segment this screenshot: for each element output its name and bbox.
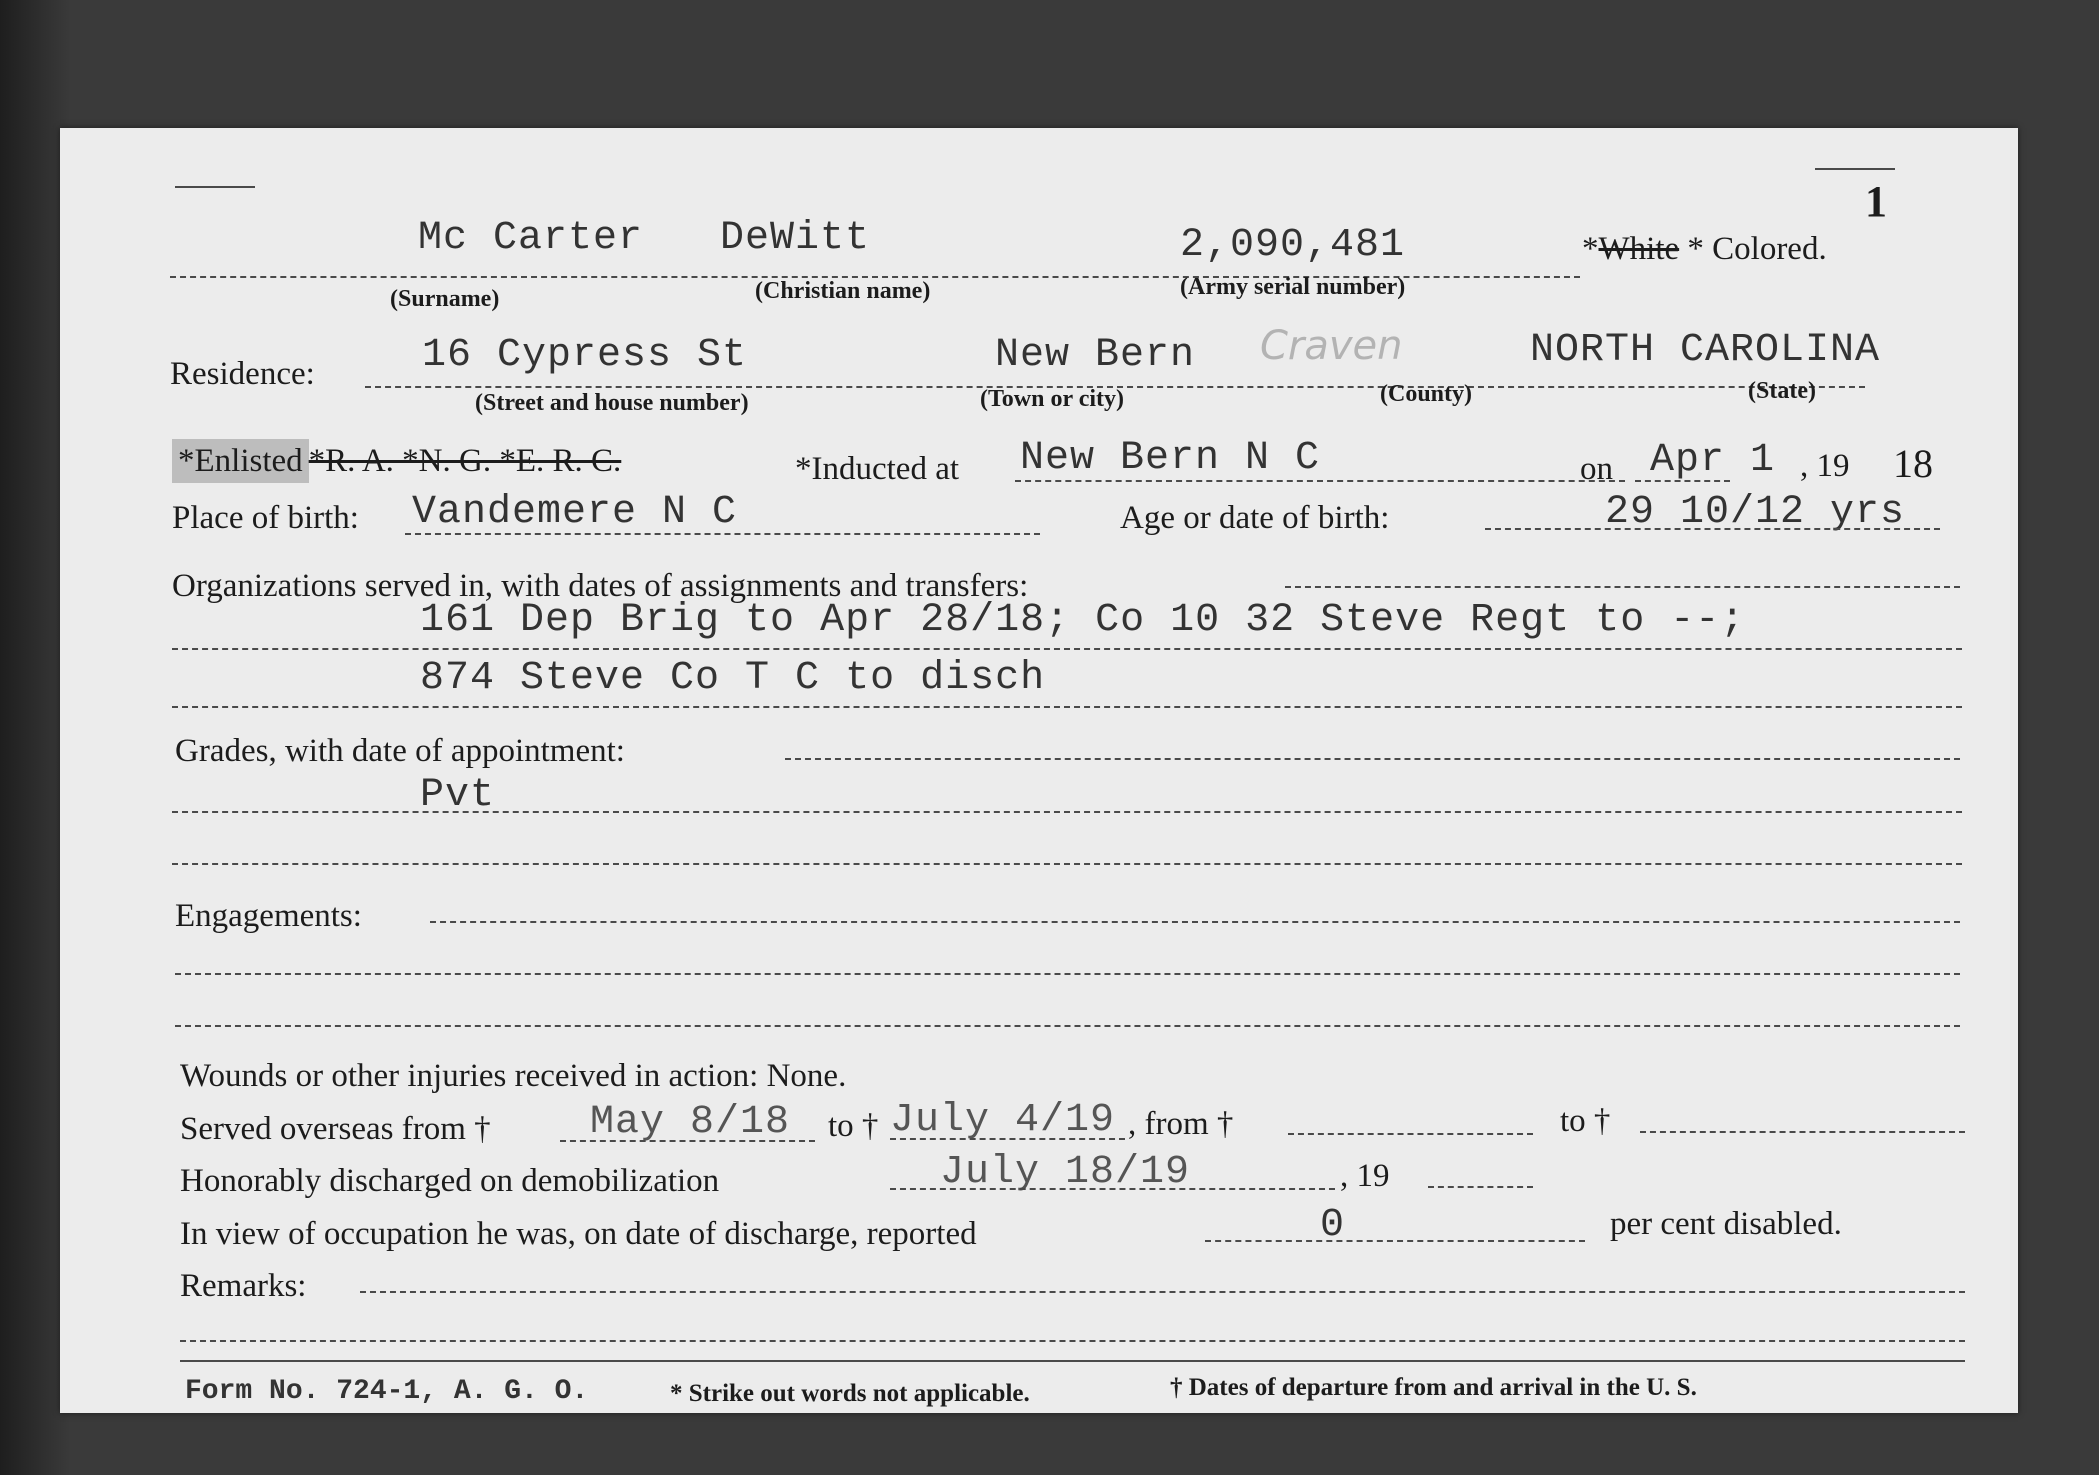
- organizations-value-2: 874 Steve Co T C to disch: [420, 656, 1046, 701]
- place-of-birth-value: Vandemere N C: [412, 490, 738, 535]
- overseas-to-label: to †: [828, 1108, 879, 1144]
- engagements-line-0: [430, 921, 1960, 923]
- organizations-line-1: [172, 648, 1962, 650]
- street-label: (Street and house number): [475, 390, 749, 416]
- disability-value: 0: [1320, 1203, 1346, 1248]
- state-label: (State): [1748, 378, 1816, 404]
- on-label: on: [1580, 451, 1613, 487]
- christian-name-label: (Christian name): [755, 278, 931, 304]
- enlistment-categories: *R. A. *N. G. *E. R. C.: [308, 443, 622, 479]
- overseas-from-value: May 8/18: [590, 1100, 791, 1145]
- residence-county-value: Craven: [1260, 323, 1403, 369]
- disability-suffix: per cent disabled.: [1610, 1206, 1842, 1242]
- overseas-from2-label: , from †: [1128, 1106, 1234, 1142]
- induction-year-suffix: 18: [1893, 441, 1933, 486]
- residence-street-value: 16 Cypress St: [422, 333, 748, 378]
- wounds-text: Wounds or other injuries received in action: None.: [180, 1058, 847, 1094]
- remarks-label: Remarks:: [180, 1268, 307, 1304]
- card-number: 1: [1865, 177, 1887, 226]
- enlisted-option: *Enlisted: [172, 439, 309, 483]
- footer-rule: [180, 1360, 1965, 1362]
- induction-date-value: Apr 1: [1650, 438, 1776, 483]
- race-colored: * Colored.: [1687, 231, 1827, 267]
- discharge-label: Honorably discharged on demobilization: [180, 1163, 720, 1199]
- overseas-to2-line: [1640, 1131, 1965, 1133]
- disability-label: In view of occupation he was, on date of discharge, reported: [180, 1216, 977, 1252]
- christian-name-value: DeWitt: [720, 216, 871, 261]
- induction-date-line: [1635, 480, 1730, 482]
- place-of-birth-label: Place of birth:: [172, 500, 359, 536]
- grades-label: Grades, with date of appointment:: [175, 733, 625, 769]
- residence-town-value: New Bern: [995, 333, 1196, 378]
- remarks-line-1: [180, 1340, 1965, 1342]
- residence-state-value: NORTH CAROLINA: [1530, 328, 1881, 373]
- form-number: Form No. 724-1, A. G. O.: [185, 1376, 589, 1407]
- strike-out-note: * Strike out words not applicable.: [670, 1380, 1030, 1407]
- inducted-at-label: *Inducted at: [795, 451, 960, 487]
- organizations-line-2: [172, 706, 1962, 708]
- age-line: [1485, 528, 1940, 530]
- place-of-birth-line: [405, 533, 1040, 535]
- inducted-place-value: New Bern N C: [1020, 436, 1321, 481]
- overseas-to-value: July 4/19: [890, 1098, 1116, 1143]
- organizations-line-0: [1285, 586, 1960, 588]
- engagements-line-1: [175, 973, 1960, 975]
- engagements-line-2: [175, 1025, 1960, 1027]
- service-record-card: [60, 128, 2018, 1413]
- grades-line-1: [172, 811, 1962, 813]
- surname-value: Mc Carter: [418, 216, 644, 261]
- top-right-rule: [1815, 168, 1895, 170]
- organizations-label: Organizations served in, with dates of assignments and transfers:: [172, 568, 1029, 604]
- induction-year-prefix: , 19: [1800, 448, 1850, 484]
- dates-note: † Dates of departure from and arrival in the U. S.: [1170, 1374, 1697, 1401]
- top-left-rule: [175, 186, 255, 188]
- organizations-value-1: 161 Dep Brig to Apr 28/18; Co 10 32 Steve Regt to --;: [420, 598, 1746, 643]
- overseas-to2-label: to †: [1560, 1103, 1611, 1139]
- discharge-date-value: July 18/19: [940, 1150, 1191, 1195]
- enlistment-field: [172, 443, 621, 480]
- grades-line-0: [785, 758, 1960, 760]
- remarks-line-0: [360, 1291, 1965, 1293]
- age-value: 29 10/12 yrs: [1605, 490, 1906, 535]
- overseas-from-line: [560, 1140, 815, 1142]
- overseas-from2-line: [1288, 1133, 1533, 1135]
- discharge-year-label: , 19: [1340, 1158, 1390, 1194]
- grades-value: Pvt: [420, 773, 496, 818]
- discharge-line: [890, 1188, 1335, 1190]
- race-asterisk: *: [1582, 231, 1599, 267]
- overseas-label: Served overseas from †: [180, 1111, 491, 1147]
- race-field: [1582, 231, 1827, 268]
- inducted-line: [1015, 480, 1625, 482]
- disability-line: [1205, 1240, 1585, 1242]
- town-label: (Town or city): [980, 386, 1124, 412]
- overseas-to-line: [890, 1138, 1125, 1140]
- county-label: (County): [1380, 381, 1473, 407]
- residence-label: Residence:: [170, 356, 315, 392]
- grades-line-2: [172, 863, 1962, 865]
- surname-label: (Surname): [390, 286, 500, 312]
- serial-number-value: 2,090,481: [1180, 223, 1406, 268]
- discharge-year-line: [1428, 1186, 1533, 1188]
- age-label: Age or date of birth:: [1120, 500, 1390, 536]
- engagements-label: Engagements:: [175, 898, 362, 934]
- serial-number-label: (Army serial number): [1180, 274, 1406, 300]
- race-white: White: [1598, 231, 1680, 267]
